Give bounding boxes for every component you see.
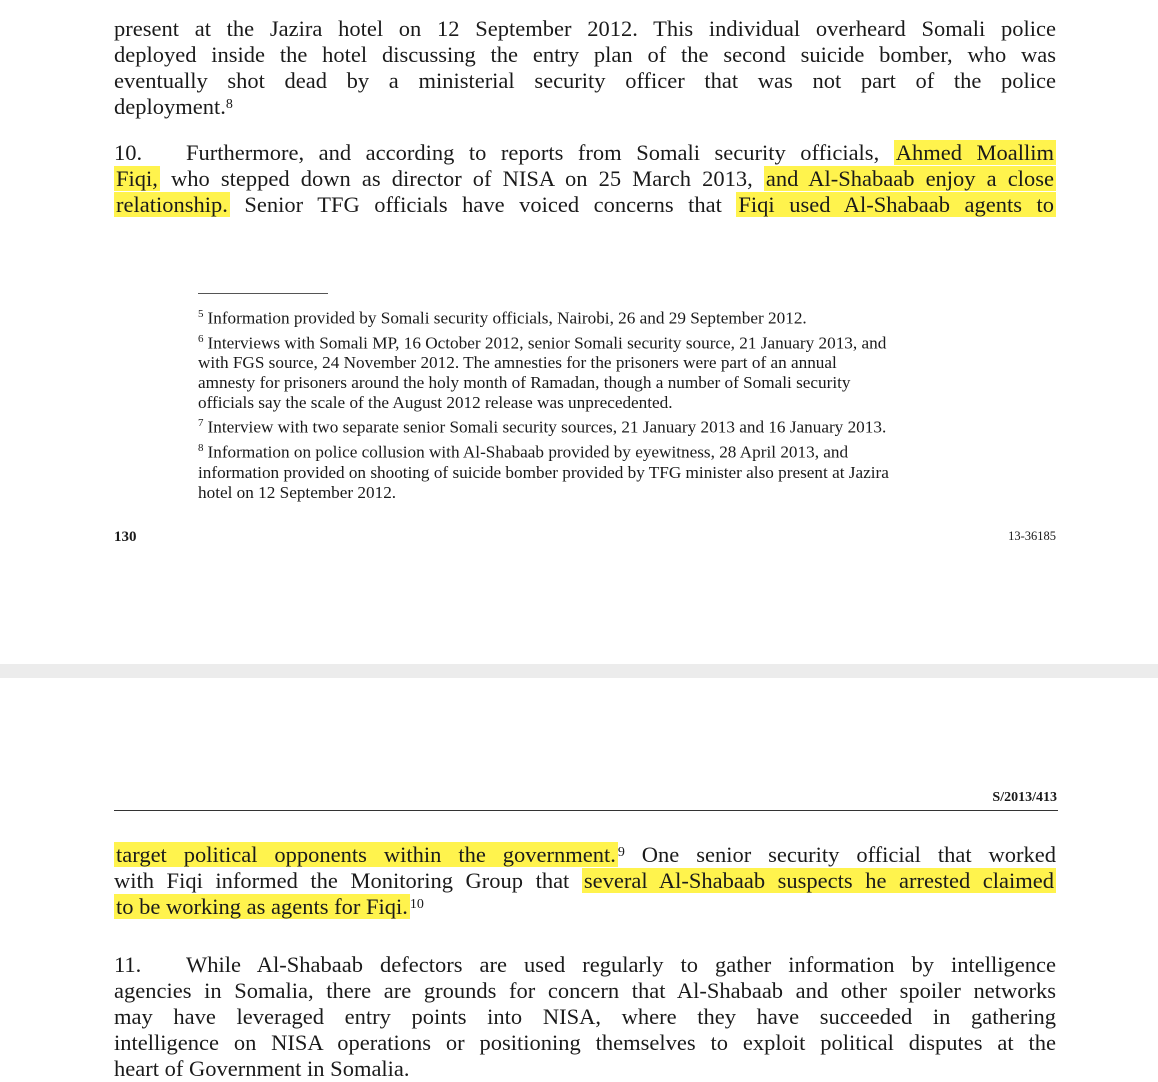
paragraph-10 [114,140,1056,218]
highlight: Fiqi used Al-Shabaab agents to [738,192,1054,217]
page-number: 130 [114,529,137,545]
text-line: deployed inside the hotel discussing the entry plan of the second suicide bomber, who was [114,42,1056,67]
highlight: several Al-Shabaab suspects he arrested claimed [583,868,1054,893]
text-line: agencies in Somalia, there are grounds for concern that Al-Shabaab and other spoiler networks [114,978,1056,1003]
text-line: intelligence on NISA operations or positioning themselves to exploit political disputes at the [114,1030,1056,1055]
document-symbol: S/2013/413 [992,790,1057,805]
footnote-8: $^8$ Information on police collusion with Al-Shabaab provided by eyewitness, 28 April 2013, and information provided on shooting of suicide bomber provided by TFG minister also present at Jazira hotel on 12 September 2012. [198,442,889,502]
footnote-ref[interactable]: 8 [225,97,233,112]
footnote-7: $^7$ Interview with two separate senior Somali security sources, 21 January 2013 and 16 January 2013. [198,417,887,438]
text-line: 11. While Al-Shabaab defectors are used regularly to gather information by intelligence [114,952,1056,977]
text-line [114,894,1056,920]
footnote-ref[interactable]: 9 [617,845,625,860]
text-line: relationship. Senior TFG officials have voiced concerns that Fiqi used Al-Shabaab agents to [116,192,1054,217]
text-line: 10. Furthermore, and according to reports from Somali security officials, Ahmed Moallim [114,140,1055,165]
text-line: deployment.$^8$ [114,94,233,119]
text-line: eventually shot dead by a ministerial security officer that was not part of the police [114,68,1056,93]
footnote-ref[interactable]: 10 [409,897,424,912]
highlight: and Al-Shabaab enjoy a close [765,166,1055,191]
text-line: may have leveraged entry points into NISA, where they have succeeded in gathering [114,1004,1056,1029]
footnote-5: $^5$ Information provided by Somali security officials, Nairobi, 26 and 29 September 2012. [198,308,807,328]
paragraph-10-continuation [114,842,1056,920]
page-separator [0,664,1158,678]
highlight: relationship. [116,192,228,217]
highlight: target political opponents within the government. [116,842,616,867]
paragraph-11 [114,952,1056,1082]
footnotes [198,304,1042,503]
text-line: with Fiqi informed the Monitoring Group that several Al-Shabaab suspects he arrested claimed [114,868,1054,893]
text-line: heart of Government in Somalia. [114,1056,410,1081]
highlight: Ahmed Moallim [895,140,1055,165]
paragraph-number: 11. [114,952,142,977]
footnote-separator [198,293,328,294]
highlight: to be working as agents for Fiqi. [116,894,408,919]
text-line: present at the Jazira hotel on 12 September 2012. This individual overheard Somali police [114,16,1056,41]
cropped-text-line [114,0,1056,16]
paragraph-number: 10. [114,140,143,165]
text-line: Fiqi, who stepped down as director of NISA on 25 March 2013, and Al-Shabaab enjoy a close [116,166,1055,191]
footnote-6: $^6$ Interviews with Somali MP, 16 October 2012, senior Somali security source, 21 January 2013, and with FGS source, 24 November 2012. The amnesties for the prisoners were part of an annual amnesty for prisoners around the holy month of Ramadan, though a number of Somali security officials say the scale of the August 2012 release was unprecedented. [198,332,887,413]
header-rule [114,810,1058,811]
highlight: Fiqi, [116,166,158,191]
text-line: target political opponents within the government. $^9$ One senior security official that worked [116,842,1056,867]
paragraph-9-continuation [114,0,1056,120]
document-code: 13-36185 [1008,529,1056,543]
